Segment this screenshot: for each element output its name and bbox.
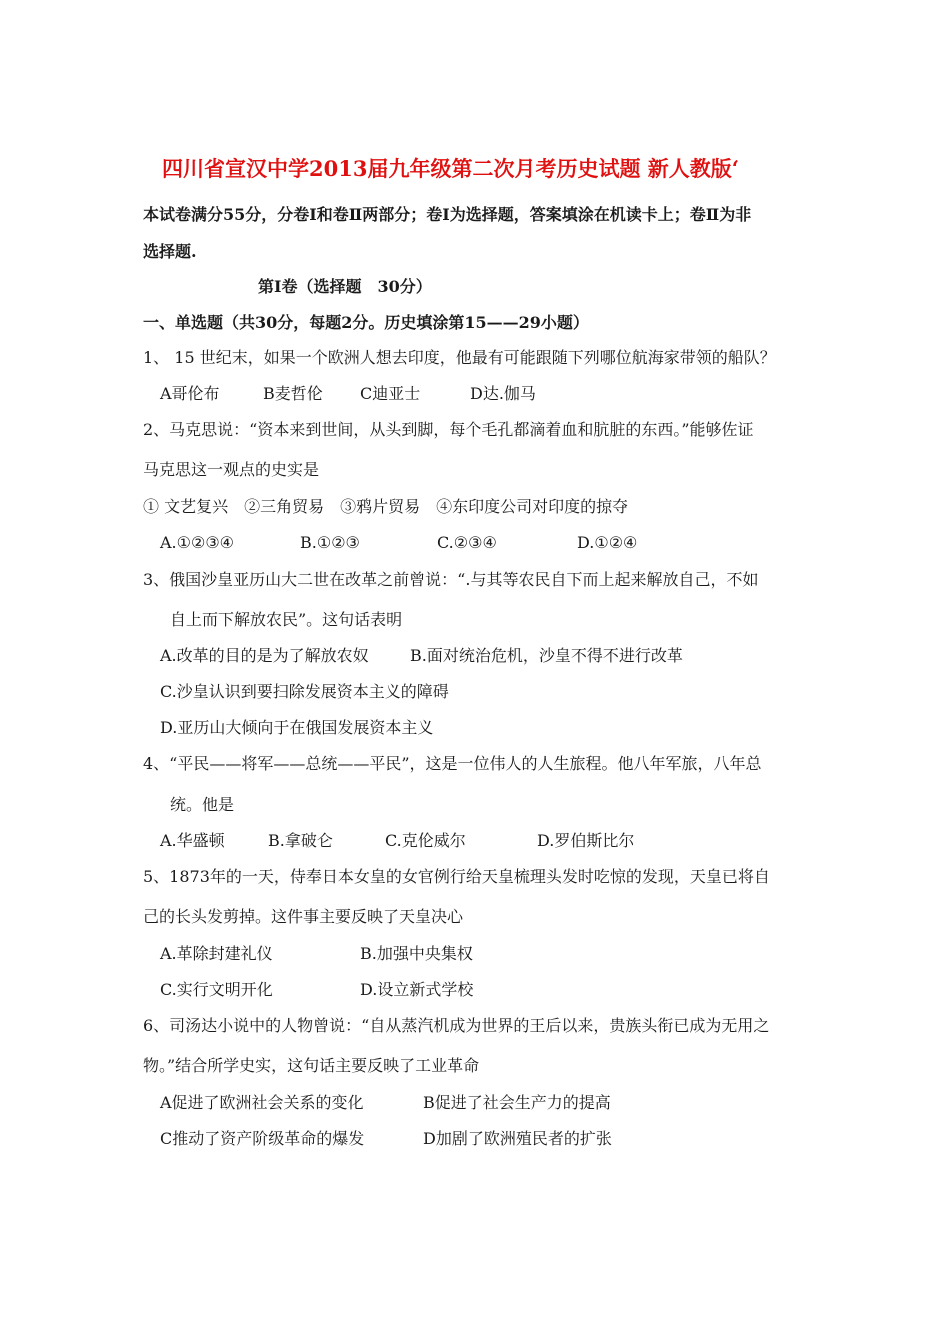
question-5-stem-1: 5、1873年的一天，侍奉日本女皇的女官例行给天皇梳理头发时吃惊的发现，天皇已将自: [143, 867, 770, 886]
question-5-option-b: B.加强中央集权: [360, 944, 473, 963]
question-6-stem-2: 物。”结合所学史实，这句话主要反映了工业革命: [143, 1056, 480, 1075]
section-title: 第Ⅰ卷（选择题 30分）: [258, 277, 432, 296]
question-2-items: ① 文艺复兴 ②三角贸易 ③鸦片贸易 ④东印度公司对印度的掠夺: [143, 497, 629, 516]
question-4-option-b: B.拿破仑: [268, 831, 333, 850]
question-6-option-c: C推动了资产阶级革命的爆发: [160, 1129, 365, 1148]
question-4-stem-2: 统。他是: [170, 795, 235, 814]
question-6-option-d: D加剧了欧洲殖民者的扩张: [423, 1129, 612, 1148]
question-1-option-b: B麦哲伦: [263, 384, 323, 403]
question-4-option-a: A.华盛顿: [160, 831, 225, 850]
question-1-option-c: C迪亚士: [360, 384, 421, 403]
question-5-option-d: D.设立新式学校: [360, 980, 474, 999]
question-5-option-a: A.革除封建礼仪: [160, 944, 273, 963]
question-6-option-a: A促进了欧洲社会关系的变化: [160, 1093, 364, 1112]
question-4-option-c: C.克伦威尔: [385, 831, 466, 850]
question-6-option-b: B促进了社会生产力的提高: [423, 1093, 611, 1112]
intro-line-2: 选择题.: [143, 242, 197, 261]
question-5-option-c: C.实行文明开化: [160, 980, 273, 999]
question-2-stem-2: 马克思这一观点的史实是: [143, 460, 320, 479]
question-3-stem-2: 自上而下解放农民”。这句话表明: [170, 610, 403, 629]
question-2-option-b: B.①②③: [300, 533, 360, 552]
question-1-option-d: D达.伽马: [470, 384, 536, 403]
question-2-option-d: D.①②④: [577, 533, 638, 552]
question-1-option-a: A哥伦布: [160, 384, 220, 403]
question-4-option-d: D.罗伯斯比尔: [537, 831, 635, 850]
question-3-option-c: C.沙皇认识到要扫除发展资本主义的障碍: [160, 682, 449, 701]
part-heading: 一、单选题（共30分，每题2分。历史填涂第15——29小题）: [143, 313, 589, 332]
question-4-stem-1: 4、“平民——将军——总统——平民”，这是一位伟人的人生旅程。他八年军旅，八年总: [143, 754, 762, 773]
question-3-option-b: B.面对统治危机，沙皇不得不进行改革: [410, 646, 683, 665]
question-3-option-d: D.亚历山大倾向于在俄国发展资本主义: [160, 718, 434, 737]
question-2-stem-1: 2、马克思说：“资本来到世间，从头到脚，每个毛孔都滴着血和肮脏的东西。”能够佐证: [143, 420, 754, 439]
question-3-option-a: A.改革的目的是为了解放农奴: [160, 646, 369, 665]
question-3-stem-1: 3、俄国沙皇亚历山大二世在改革之前曾说：“.与其等农民自下而上起来解放自己，不如: [143, 570, 759, 589]
intro-line-1: 本试卷满分55分，分卷Ⅰ和卷Ⅱ两部分；卷Ⅰ为选择题，答案填涂在机读卡上；卷Ⅱ为非: [143, 205, 752, 224]
question-5-stem-2: 己的长头发剪掉。这件事主要反映了天皇决心: [143, 907, 464, 926]
question-1-stem: 1、 15 世纪末，如果一个欧洲人想去印度，他最有可能跟随下列哪位航海家带领的船队？: [143, 348, 776, 367]
exam-title: 四川省宣汉中学2013届九年级第二次月考历史试题 新人教版‘: [162, 156, 740, 181]
question-2-option-a: A.①②③④: [160, 533, 235, 552]
question-2-option-c: C.②③④: [437, 533, 497, 552]
question-6-stem-1: 6、司汤达小说中的人物曾说：“自从蒸汽机成为世界的王后以来，贵族头衔已成为无用之: [143, 1016, 770, 1035]
